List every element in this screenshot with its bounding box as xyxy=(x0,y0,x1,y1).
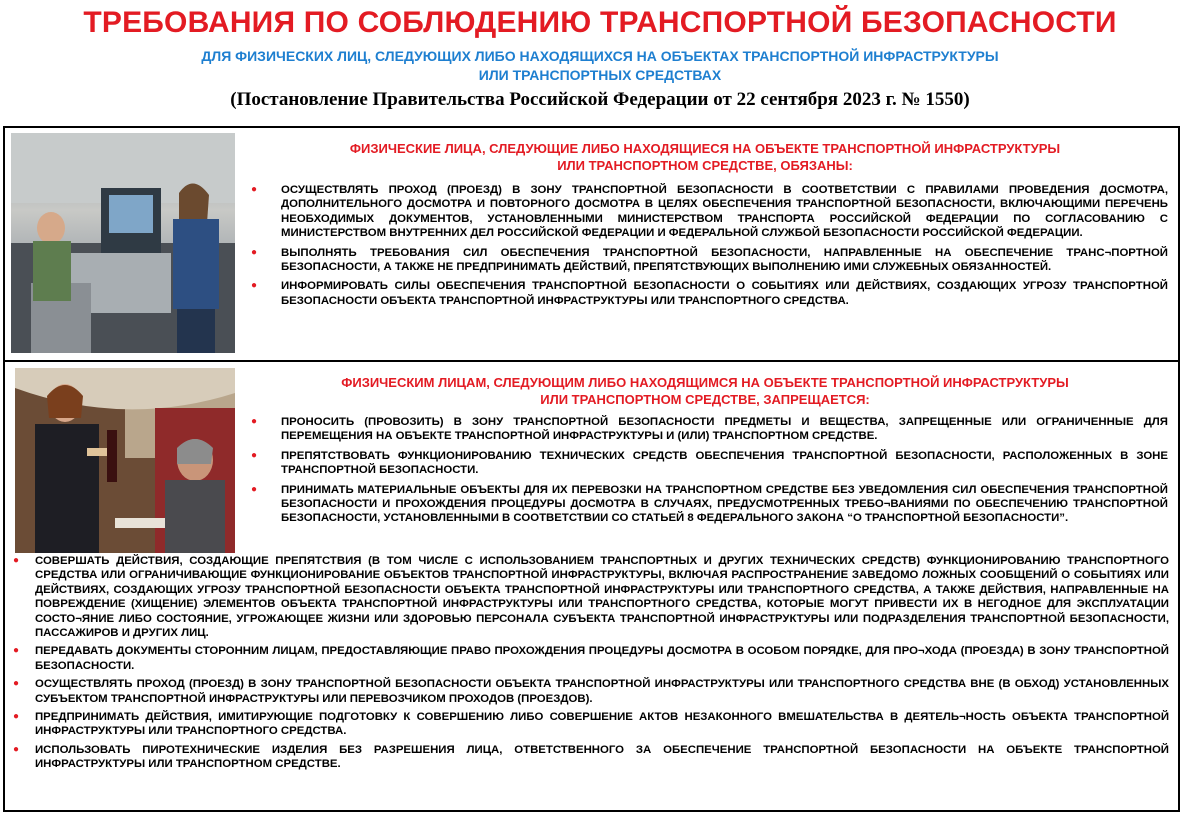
list-item: ● СОВЕРШАТЬ ДЕЙСТВИЯ, СОЗДАЮЩИЕ ПРЕПЯТСТВИЯ (В ТОМ ЧИСЛЕ С ИСПОЛЬЗОВАНИЕМ ТРАНСПОРТНЫХ И ДРУГИХ ТЕХНИЧЕСКИХ СРЕДСТВ) ФУНКЦИОНИРОВАНИЮ ТРАНСПОРТНОГО СРЕДСТВА ИЛИ ОГРАНИЧИВАЮЩИЕ ФУНКЦИОНИРОВАНИЕ ОБЪЕКТОВ ТРАНСПОРТНОЙ ИНФРАСТРУКТУРЫ, ВКЛЮЧАЯ РАСПРОСТРАНЕНИЕ ЗАВЕДОМО ЛОЖНЫХ СООБЩЕНИЙ О СОБЫТИЯХ ИЛИ ДЕЙСТВИЯХ, СОЗДАЮЩИХ УГРОЗУ ТРАНСПОРТНОЙ БЕЗОПАСНОСТИ ОБЪЕКТА ТРАНСПОРТНОЙ ИНФРАСТРУКТУРЫ ИЛИ ТРАНСПОРТНОГО СРЕДСТВА, А ТАКЖЕ ДЕЙСТВИЯ, НАПРАВЛЕННЫЕ НА ПОВРЕЖДЕНИЕ (ХИЩЕНИЕ) ЭЛЕМЕНТОВ ОБЪЕКТА ТРАНСПОРТНОЙ ИНФРАСТРУКТУРЫ ИЛИ ТРАНСПОРТНОГО СРЕДСТВА, КОТОРЫЕ МОГУТ ПРИВЕСТИ ИХ В НЕГОДНОЕ ДЛЯ ЭКСПЛУАТАЦИИ СОСТО¬ЯНИЕ ЛИБО СОСТОЯНИЕ, УГРОЖАЮЩЕЕ ЖИЗНИ ИЛИ ЗДОРОВЬЮ ПЕРСОНАЛА СУБЪЕКТА ТРАНСПОРТНОЙ ИНФРАСТРУКТУРЫ ИЛИ ПОДРАЗДЕЛЕНИЯ ТРАНСПОРТНОЙ БЕЗОПАСНОСТИ, ПАССАЖИРОВ И ДРУГИХ ЛИЦ. xyxy=(9,554,1169,640)
page-subtitle-line1: ДЛЯ ФИЗИЧЕСКИХ ЛИЦ, СЛЕДУЮЩИХ ЛИБО НАХОДЯЩИХСЯ НА ОБЪЕКТАХ ТРАНСПОРТНОЙ ИНФРАСТРУКТУРЫ xyxy=(201,48,999,64)
list-item: ● ПРЕПЯТСТВОВАТЬ ФУНКЦИОНИРОВАНИЮ ТЕХНИЧЕСКИХ СРЕДСТВ ОБЕСПЕЧЕНИЯ ТРАНСПОРТНОЙ БЕЗОПАСНОСТИ, РАСПОЛОЖЕННЫХ В ЗОНЕ ТРАНСПОРТНОЙ БЕЗОПАСНОСТИ. xyxy=(251,449,1168,478)
obligations-section xyxy=(3,126,1180,362)
list-item: ● ОСУЩЕСТВЛЯТЬ ПРОХОД (ПРОЕЗД) В ЗОНУ ТРАНСПОРТНОЙ БЕЗОПАСНОСТИ В СООТВЕТСТВИИ С ПРАВИЛАМИ ПРОВЕДЕНИЯ ДОСМОТРА, ДОПОЛНИТЕЛЬНОГО ДОСМОТРА И ПОВТОРНОГО ДОСМОТРА В ЦЕЛЯХ ОБЕСПЕЧЕНИЯ ТРАНСПОРТНОЙ БЕЗОПАСНОСТИ, ВКЛЮЧАЮЩИМИ ПЕРЕЧЕНЬ НЕОБХОДИМЫХ ДОКУМЕНТОВ, УСТАНОВЛЕННЫМИ МИНИСТЕРСТВОМ ТРАНСПОРТА РОССИЙСКОЙ ФЕДЕРАЦИИ ПО СОГЛАСОВАНИЮ С МИНИСТЕРСТВОМ ВНУТРЕННИХ ДЕЛ РОССИЙСКОЙ ФЕДЕРАЦИИ И ФЕДЕРАЛЬНОЙ СЛУЖБОЙ БЕЗОПАСНОСТИ РОССИЙСКОЙ ФЕДЕРАЦИИ. xyxy=(251,183,1168,241)
list-item: ● ВЫПОЛНЯТЬ ТРЕБОВАНИЯ СИЛ ОБЕСПЕЧЕНИЯ ТРАНСПОРТНОЙ БЕЗОПАСНОСТИ, НАПРАВЛЕННЫЕ НА ОБЕСПЕЧЕНИЕ ТРАНС¬ПОРТНОЙ БЕЗОПАСНОСТИ, А ТАКЖЕ НЕ ПРЕДПРИНИМАТЬ ДЕЙСТВИЙ, ПРЕПЯТСТВУЮЩИХ ВЫПОЛНЕНИЮ ИМИ СЛУЖЕБНЫХ ОБЯЗАННОСТЕЙ. xyxy=(251,246,1168,275)
list-item: ● ПРИНИМАТЬ МАТЕРИАЛЬНЫЕ ОБЪЕКТЫ ДЛЯ ИХ ПЕРЕВОЗКИ НА ТРАНСПОРТНОМ СРЕДСТВЕ БЕЗ УВЕДОМЛЕНИЯ СИЛ ОБЕСПЕЧЕНИЯ ТРАНСПОРТНОЙ БЕЗОПАСНОСТИ И ПРОХОЖДЕНИЯ ПРОЦЕДУРЫ ДОСМОТРА В СЛУЧАЯХ, ПРЕДУСМОТРЕННЫХ ТРЕБО¬ВАНИЯМИ ПО ОБЕСПЕЧЕНИЮ ТРАНСПОРТНОЙ БЕЗОПАСНОСТИ, УСТАНОВЛЕННЫМИ В СООТВЕТСТВИИ СО СТАТЬЕЙ 8 ФЕДЕРАЛЬНОГО ЗАКОНА “О ТРАНСПОРТНОЙ БЕЗОПАСНОСТИ”. xyxy=(251,483,1168,526)
page-title: ТРЕБОВАНИЯ ПО СОБЛЮДЕНИЮ ТРАНСПОРТНОЙ БЕЗОПАСНОСТИ xyxy=(83,6,1117,39)
obligations-heading-line1: ФИЗИЧЕСКИЕ ЛИЦА, СЛЕДУЮЩИЕ ЛИБО НАХОДЯЩИЕСЯ НА ОБЪЕКТЕ ТРАНСПОРТНОЙ ИНФРАСТРУКТУРЫ xyxy=(349,141,1061,156)
cabin-service-photo xyxy=(15,368,235,553)
decree-reference: (Постановление Правительства Российской Федерации от 22 сентября 2023 г. № 1550) xyxy=(230,89,970,110)
security-screening-photo xyxy=(11,133,235,353)
list-item: ● ИНФОРМИРОВАТЬ СИЛЫ ОБЕСПЕЧЕНИЯ ТРАНСПОРТНОЙ БЕЗОПАСНОСТИ О СОБЫТИЯХ ИЛИ ДЕЙСТВИЯХ, СОЗДАЮЩИХ УГРОЗУ ТРАНСПОРТНОЙ БЕЗОПАСНОСТИ ОБЪЕКТА ТРАНСПОРТНОЙ ИНФРАСТРУКТУРЫ ИЛИ ТРАНСПОРТНОГО СРЕДСТВА. xyxy=(251,279,1168,308)
obligations-heading xyxy=(245,140,1165,174)
prohibitions-heading-line1: ФИЗИЧЕСКИМ ЛИЦАМ, СЛЕДУЮЩИМ ЛИБО НАХОДЯЩИМСЯ НА ОБЪЕКТЕ ТРАНСПОРТНОЙ ИНФРАСТРУКТУРЫ xyxy=(341,375,1069,390)
page-subtitle-line2: ИЛИ ТРАНСПОРТНЫХ СРЕДСТВАХ xyxy=(478,67,722,83)
prohibitions-heading xyxy=(245,374,1165,408)
prohibitions-list-top xyxy=(251,415,1168,531)
prohibitions-heading-line2: ИЛИ ТРАНСПОРТНОМ СРЕДСТВЕ, ЗАПРЕЩАЕТСЯ: xyxy=(540,392,870,407)
prohibitions-list-bottom xyxy=(9,554,1169,776)
prohibitions-section xyxy=(3,360,1180,812)
list-item: ● ОСУЩЕСТВЛЯТЬ ПРОХОД (ПРОЕЗД) В ЗОНУ ТРАНСПОРТНОЙ БЕЗОПАСНОСТИ ОБЪЕКТА ТРАНСПОРТНОЙ ИНФРАСТРУКТУРЫ ИЛИ ТРАНСПОРТНОГО СРЕДСТВА ВНЕ (В ОБХОД) УСТАНОВЛЕННЫХ СУБЪЕКТОМ ТРАНСПОРТНОЙ ИНФРАСТРУКТУРЫ ИЛИ ПЕРЕВОЗЧИКОМ ПРОХОДОВ (ПРОЕЗДОВ). xyxy=(9,677,1169,706)
list-item: ● ПЕРЕДАВАТЬ ДОКУМЕНТЫ СТОРОННИМ ЛИЦАМ, ПРЕДОСТАВЛЯЮЩИЕ ПРАВО ПРОХОЖДЕНИЯ ПРОЦЕДУРЫ ДОСМОТРА В ОСОБОМ ПОРЯДКЕ, ДЛЯ ПРО¬ХОДА (ПРОЕЗДА) В ЗОНУ ТРАНСПОРТНОЙ БЕЗОПАСНОСТИ. xyxy=(9,644,1169,673)
obligations-heading-line2: ИЛИ ТРАНСПОРТНОМ СРЕДСТВЕ, ОБЯЗАНЫ: xyxy=(557,158,853,173)
obligations-list xyxy=(251,183,1168,313)
list-item: ● ИСПОЛЬЗОВАТЬ ПИРОТЕХНИЧЕСКИЕ ИЗДЕЛИЯ БЕЗ РАЗРЕШЕНИЯ ЛИЦА, ОТВЕТСТВЕННОГО ЗА ОБЕСПЕЧЕНИЕ ТРАНСПОРТНОЙ БЕЗОПАСНОСТИ НА ОБЪЕКТЕ ТРАНСПОРТНОЙ ИНФРАСТРУКТУРЫ ИЛИ ТРАНСПОРТНОМ СРЕДСТВЕ. xyxy=(9,743,1169,772)
list-item: ● ПРЕДПРИНИМАТЬ ДЕЙСТВИЯ, ИМИТИРУЮЩИЕ ПОДГОТОВКУ К СОВЕРШЕНИЮ ЛИБО СОВЕРШЕНИЕ АКТОВ НЕЗАКОННОГО ВМЕШАТЕЛЬСТВА В ДЕЯТЕЛЬ¬НОСТЬ ОБЪЕКТА ТРАНСПОРТНОЙ ИНФРАСТРУКТУРЫ ИЛИ ТРАНСПОРТНОГО СРЕДСТВА. xyxy=(9,710,1169,739)
list-item: ● ПРОНОСИТЬ (ПРОВОЗИТЬ) В ЗОНУ ТРАНСПОРТНОЙ БЕЗОПАСНОСТИ ПРЕДМЕТЫ И ВЕЩЕСТВА, ЗАПРЕЩЕННЫЕ ИЛИ ОГРАНИЧЕННЫЕ ДЛЯ ПЕРЕМЕЩЕНИЯ НА ОБЪЕКТЕ ТРАНСПОРТНОЙ ИНФРАСТРУКТУРЫ И (ИЛИ) ТРАНСПОРТНОМ СРЕДСТВЕ. xyxy=(251,415,1168,444)
